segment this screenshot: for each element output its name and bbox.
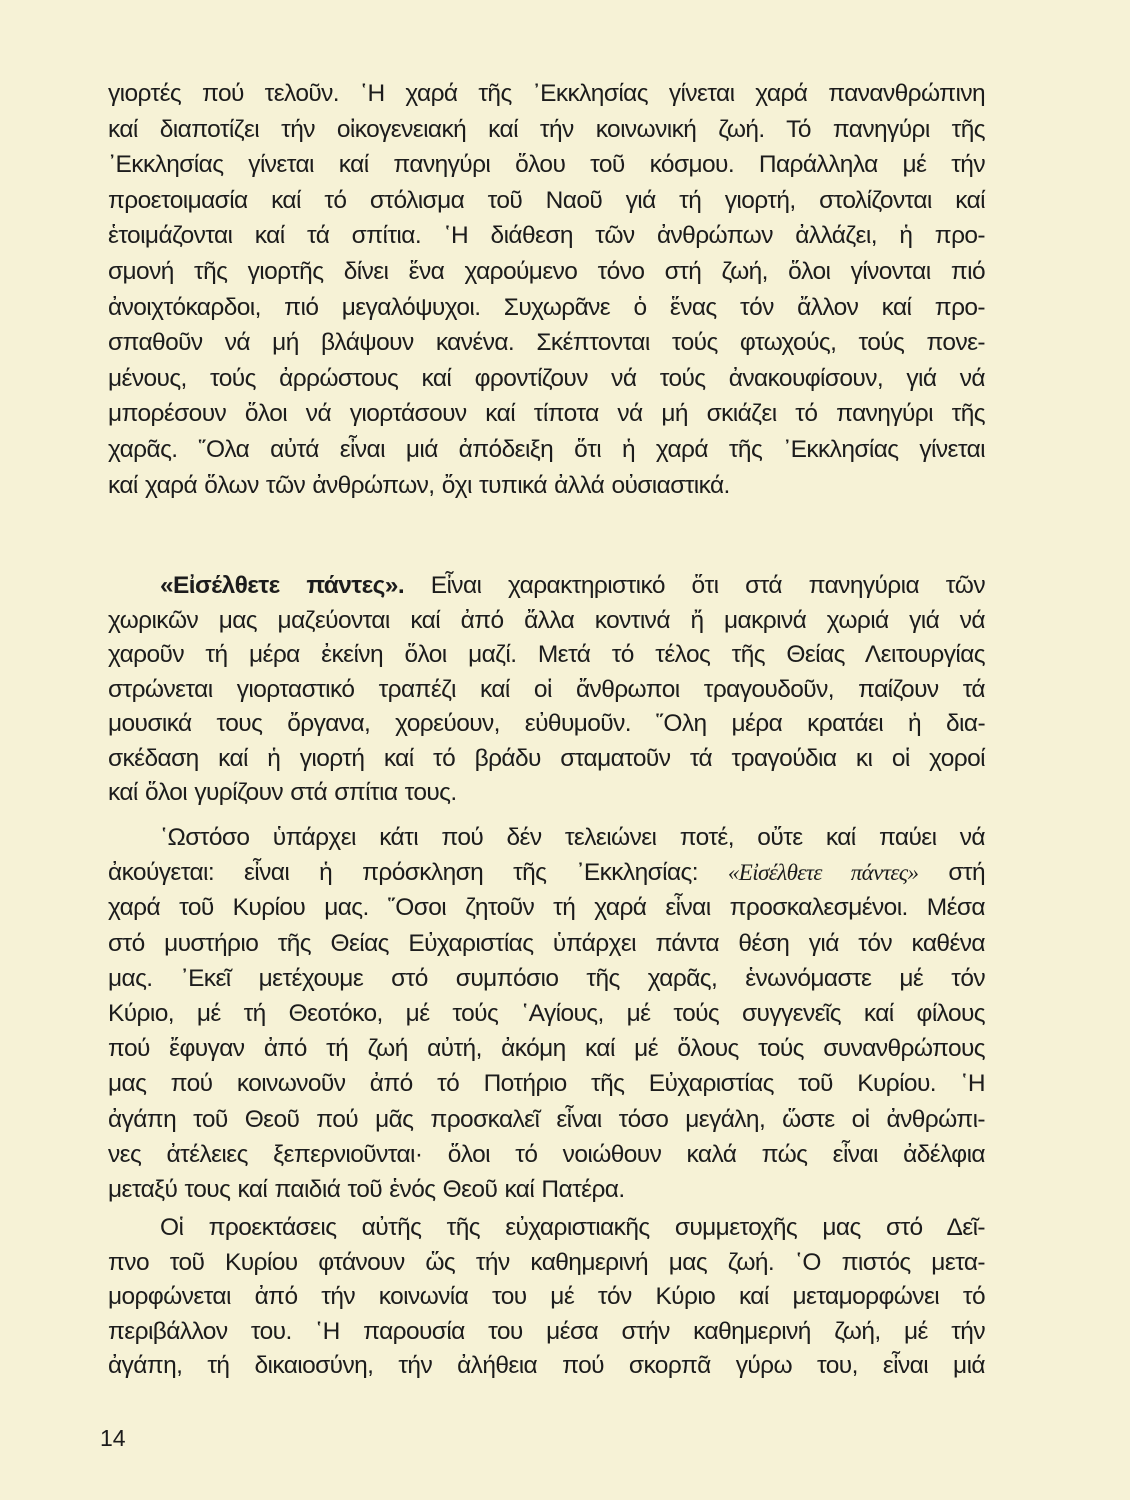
text-segment: μας πού κοινωνοῦν ἀπό τό Ποτήριο τῆς Εὐχαριστίας τοῦ Κυρίου. ῾Η [108,1070,985,1098]
text-line [108,432,985,468]
text-segment: χαρᾶς. ῞Ολα αὐτά εἶναι μιά ἀπόδειξη ὅτι ἡ χαρά τῆς ᾽Εκκλησίας γίνεται [108,435,985,463]
text-segment: μουσικά τους ὄργανα, χορεύουν, εὐθυμοῦν. ῞Ολη μέρα κρατάει ἡ δια- [108,710,985,737]
text-line [108,706,985,741]
text-segment: μορφώνεται ἀπό τήν κοινωνία του μέ τόν Κύριο καί μεταμορφώνει τό [108,1283,985,1310]
text-line [108,775,985,810]
text-segment: προετοιμασία καί τό στόλισμα τοῦ Ναοῦ γιά τή γιορτή, στολίζονται καί [108,186,985,214]
text-line [108,926,985,961]
text-segment: περιβάλλον του. ῾Η παρουσία του μέσα στήν καθημερινή ζωή, μέ τήν [108,1317,985,1345]
text-line [108,76,985,112]
text-segment: σμονή τῆς γιορτῆς δίνει ἕνα χαρούμενο τόνο στή ζωή, ὅλοι γίνονται πιό [108,257,985,285]
bold-heading: «Εἰσέλθετε πάντες». [160,572,405,599]
text-segment: μεταξύ τους καί παιδιά τοῦ ἑνός Θεοῦ καί Πατέρα. [108,1175,625,1203]
text-line [108,1066,985,1101]
text-line [108,1172,985,1207]
text-line [108,254,985,290]
text-segment: Εἶναι χαρακτηριστικό ὅτι στά πανηγύρια τῶν [404,572,985,599]
text-segment: ἑτοιμάζονται καί τά σπίτια. ῾Η διάθεση τῶν ἀνθρώπων ἀλλάζει, ἡ προ- [108,222,985,250]
text-line [108,961,985,996]
text-line [108,325,985,361]
text-segment: μένους, τούς ἀρρώστους καί φροντίζουν νά τούς ἀνακουφίσουν, γιά νά [108,364,985,392]
text-segment: καί ὅλοι γυρίζουν στά σπίτια τους. [108,779,457,806]
text-segment: ἀγάπη, τή δικαιοσύνη, τήν ἀλήθεια πού σκορπᾶ γύρω του, εἶναι μιά [108,1352,985,1379]
text-line [108,855,985,890]
text-line [108,672,985,707]
text-line [108,183,985,219]
text-line [108,890,985,925]
text-segment: ῾Ωστόσο ὑπάρχει κάτι πού δέν τελειώνει ποτέ, οὔτε καί παύει νά [160,824,985,851]
text-line [108,996,985,1031]
text-line [108,1314,985,1349]
text-segment: χωρικῶν μας μαζεύονται καί ἀπό ἄλλα κοντινά ἤ μακρινά χωριά γιά νά [108,606,985,634]
text-line [108,112,985,148]
text-segment: ἀκούγεται: εἶναι ἡ πρόσκληση τῆς ᾽Εκκλησίας: [108,859,728,887]
text-segment: στρώνεται γιορταστικό τραπέζι καί οἱ ἄνθρωποι τραγουδοῦν, παίζουν τά [108,675,985,703]
text-line [108,820,985,855]
italic-quote: «Εἰσέλθετε πάντες» [727,860,919,886]
text-segment: καί χαρά ὅλων τῶν ἀνθρώπων, ὄχι τυπικά ἀλλά οὐσιαστικά. [108,471,730,499]
text-segment: Οἱ προεκτάσεις αὐτῆς τῆς εὐχαριστιακῆς συμμετοχῆς μας στό Δεῖ- [160,1214,985,1241]
text-line [108,741,985,776]
text-segment: πνο τοῦ Κυρίου φτάνουν ὥς τήν καθημερινή μας ζωή. ῾Ο πιστός μετα- [108,1248,985,1276]
text-line [108,1031,985,1066]
text-line [108,147,985,183]
text-segment: ᾽Εκκλησίας γίνεται καί πανηγύρι ὅλου τοῦ κόσμου. Παράλληλα μέ τήν [108,151,985,179]
text-line [108,603,985,638]
text-line [108,290,985,326]
text-segment: ἀνοιχτόκαρδοι, πιό μεγαλόψυχοι. Συχωρᾶνε ὁ ἕνας τόν ἄλλον καί προ- [108,293,985,321]
text-segment: στό μυστήριο τῆς Θείας Εὐχαριστίας ὑπάρχει πάντα θέση γιά τόν καθένα [108,929,985,957]
text-segment: πού ἔφυγαν ἀπό τή ζωή αὐτή, ἀκόμη καί μέ ὅλους τούς συνανθρώπους [108,1035,985,1063]
text-line [108,1102,985,1137]
paragraph-1 [108,76,985,503]
text-segment: καί διαποτίζει τήν οἰκογενειακή καί τήν κοινωνική ζωή. Τό πανηγύρι τῆς [108,115,985,143]
text-segment: Κύριο, μέ τή Θεοτόκο, μέ τούς ῾Αγίους, μέ τούς συγγενεῖς καί φίλους [108,999,985,1027]
text-line [108,468,985,504]
text-line [108,1348,985,1383]
text-line [108,218,985,254]
text-segment: στή [918,859,986,887]
paragraph-2 [108,568,985,810]
text-segment: χαροῦν τή μέρα ἐκείνη ὅλοι μαζί. Μετά τό τέλος τῆς Θείας Λειτουργίας [108,641,985,668]
text-segment: ἀγάπη τοῦ Θεοῦ πού μᾶς προσκαλεῖ εἶναι τόσο μεγάλη, ὥστε οἱ ἀνθρώπι- [108,1105,985,1133]
paragraph-3 [108,820,985,1207]
text-segment: μπορέσουν ὅλοι νά γιορτάσουν καί τίποτα νά μή σκιάζει τό πανηγύρι τῆς [108,400,985,428]
text-segment: γιορτές πού τελοῦν. ῾Η χαρά τῆς ᾽Εκκλησίας γίνεται χαρά πανανθρώπινη [108,80,985,107]
text-line [108,1279,985,1314]
text-segment: χαρά τοῦ Κυρίου μας. ῞Οσοι ζητοῦν τή χαρά εἶναι προσκαλεσμένοι. Μέσα [108,894,985,922]
text-line [108,1245,985,1280]
text-line [108,396,985,432]
text-line [108,568,985,603]
text-segment: σπαθοῦν νά μή βλάψουν κανένα. Σκέπτονται τούς φτωχούς, τούς πονε- [108,329,985,357]
text-segment: σκέδαση καί ἡ γιορτή καί τό βράδυ σταματοῦν τά τραγούδια κι οἱ χοροί [108,744,985,772]
text-line [108,1210,985,1245]
text-segment: μας. ᾽Εκεῖ μετέχουμε στό συμπόσιο τῆς χαρᾶς, ἑνωνόμαστε μέ τόν [108,964,985,992]
page-number: 14 [100,1425,126,1451]
text-segment: νες ἀτέλειες ξεπερνιοῦνται· ὅλοι τό νοιώθουν καλά πώς εἶναι ἀδέλφια [108,1140,985,1168]
text-line [108,361,985,397]
text-line [108,1137,985,1172]
text-line [108,637,985,672]
paragraph-4 [108,1210,985,1383]
